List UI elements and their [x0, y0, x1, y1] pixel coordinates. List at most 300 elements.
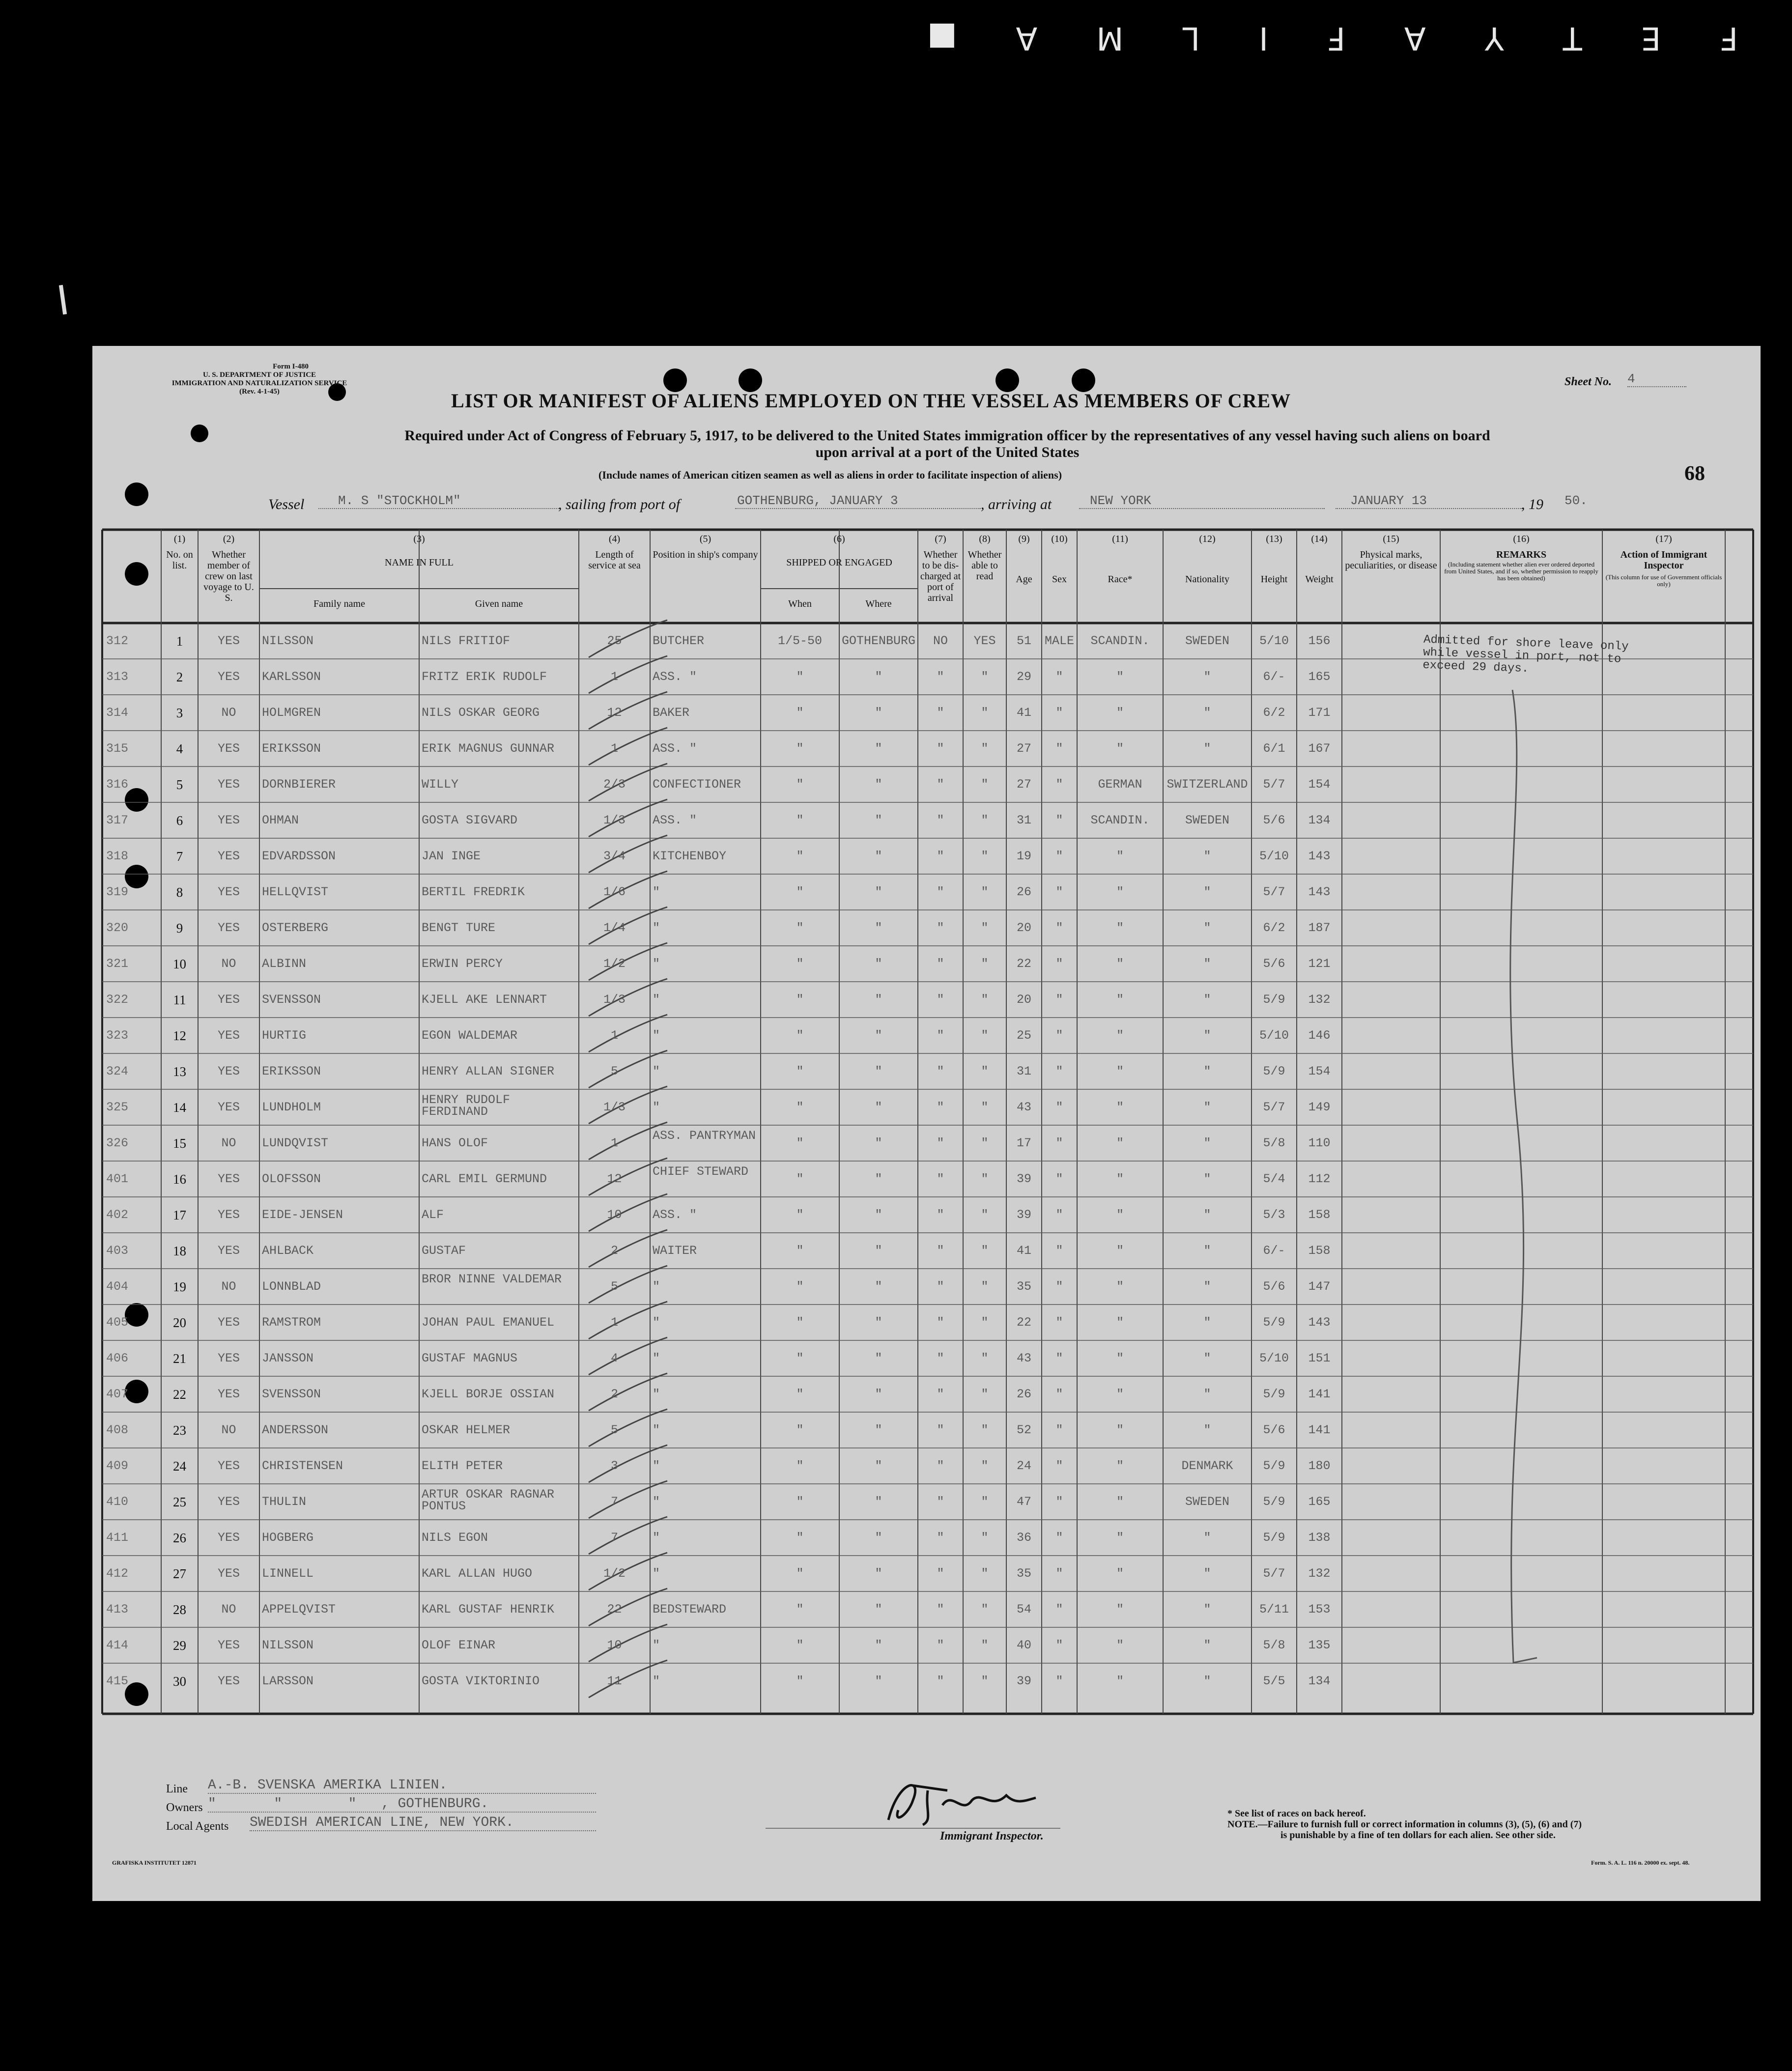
row-reference-number: 406: [106, 1351, 129, 1365]
cell-sex: ": [1055, 1065, 1063, 1078]
cell-sex: ": [1055, 922, 1063, 935]
cell-family-name: EIDE-JENSEN: [262, 1209, 343, 1221]
cell-shipped-when: ": [796, 1460, 804, 1473]
cell-height: 5/10: [1259, 635, 1289, 648]
cell-discharged: ": [937, 886, 944, 899]
row-number: 23: [173, 1423, 186, 1438]
cell-height: 5/6: [1263, 814, 1285, 827]
cell-family-name: SVENSSON: [262, 1388, 321, 1401]
row-reference-number: 320: [106, 921, 129, 935]
cell-age: 25: [1016, 1029, 1031, 1042]
cell-position: ": [653, 958, 660, 970]
row-number: 27: [173, 1566, 186, 1581]
cell-height: 5/9: [1263, 1388, 1285, 1401]
cell-family-name: OHMAN: [262, 814, 299, 827]
cell-sex: ": [1055, 1675, 1063, 1688]
cell-nationality: ": [1203, 850, 1211, 863]
row-number: 19: [173, 1279, 186, 1294]
cell-race: ": [1116, 1603, 1124, 1616]
cell-nationality: ": [1203, 922, 1211, 935]
cell-age: 40: [1016, 1639, 1031, 1652]
cell-weight: 143: [1308, 886, 1331, 899]
film-strip-letter: A: [1016, 20, 1038, 56]
cell-weight: 165: [1308, 671, 1331, 683]
column-header-position-number: (5): [699, 534, 711, 544]
cell-given-name: KARL ALLAN HUGO: [422, 1567, 533, 1580]
column-header-where: Where: [865, 598, 892, 609]
cell-family-name: JANSSON: [262, 1352, 314, 1365]
column-header-length-service-number: (4): [608, 534, 621, 544]
cell-sex: ": [1055, 1137, 1063, 1150]
cell-length-of-service: 12: [607, 1173, 622, 1186]
fine-note-line-1: NOTE.—Failure to furnish full or correct information in columns (3), (5), (6) and (7): [1227, 1819, 1582, 1830]
cell-shipped-where: ": [875, 886, 882, 899]
cell-weight: 165: [1308, 1496, 1331, 1508]
cell-length-of-service: 10: [607, 1639, 622, 1652]
cell-discharged: ": [937, 707, 944, 719]
cell-crew-last-voyage: YES: [217, 742, 240, 755]
cell-shipped-when: ": [796, 1209, 804, 1221]
cell-sex: ": [1055, 850, 1063, 863]
cell-age: 20: [1016, 993, 1031, 1006]
cell-length-of-service: 1/2: [603, 958, 626, 970]
agents-value: SWEDISH AMERICAN LINE, NEW YORK.: [250, 1815, 596, 1831]
cell-length-of-service: 11: [607, 1675, 622, 1688]
film-strip-letter: E: [1641, 20, 1661, 56]
cell-race: ": [1116, 1352, 1124, 1365]
cell-discharged: ": [937, 1424, 944, 1437]
cell-shipped-when: ": [796, 1496, 804, 1508]
cell-nationality: ": [1203, 1137, 1211, 1150]
cell-race: ": [1116, 1209, 1124, 1221]
column-header-number-number: (1): [173, 534, 186, 544]
cell-nationality: SWEDEN: [1185, 814, 1229, 827]
cell-height: 5/8: [1263, 1639, 1285, 1652]
cell-weight: 138: [1308, 1532, 1331, 1544]
arriving-label: , arriving at: [981, 496, 1052, 512]
cell-family-name: KARLSSON: [262, 671, 321, 683]
row-reference-number: 314: [106, 706, 129, 720]
cell-shipped-when: ": [796, 1675, 804, 1688]
cell-shipped-where: ": [875, 707, 882, 719]
cell-nationality: ": [1203, 1639, 1211, 1652]
cell-given-name: KJELL BORJE OSSIAN: [422, 1388, 555, 1401]
cell-crew-last-voyage: YES: [217, 1639, 240, 1652]
cell-discharged: ": [937, 1567, 944, 1580]
column-header-position: Position in ship's company: [653, 549, 758, 560]
cell-given-name: BERTIL FREDRIK: [422, 886, 525, 899]
cell-shipped-when: ": [796, 742, 804, 755]
row-number: 17: [173, 1208, 186, 1222]
row-number: 7: [176, 849, 183, 864]
cell-weight: 110: [1308, 1137, 1331, 1150]
cell-height: 6/1: [1263, 742, 1285, 755]
cell-sex: ": [1055, 993, 1063, 1006]
cell-position: ": [653, 1352, 660, 1365]
arriving-at: NEW YORK: [1090, 493, 1151, 508]
cell-nationality: ": [1203, 1101, 1211, 1114]
cell-nationality: ": [1203, 1209, 1211, 1221]
cell-crew-last-voyage: YES: [217, 1532, 240, 1544]
fine-note-line-2: is punishable by a fine of ten dollars for each alien. See other side.: [1280, 1830, 1556, 1841]
cell-age: 41: [1016, 707, 1031, 719]
row-number: 11: [173, 993, 186, 1007]
cell-race: ": [1116, 1280, 1124, 1293]
column-header-discharged: Whether to be dis-charged at port of arrival: [920, 549, 961, 603]
cell-given-name: WILLY: [422, 778, 459, 791]
film-edge-mark: [59, 285, 67, 315]
cell-sex: ": [1055, 1567, 1063, 1580]
cell-length-of-service: 1: [610, 671, 618, 683]
cell-length-of-service: 1: [610, 1137, 618, 1150]
cell-weight: 132: [1308, 1567, 1331, 1580]
cell-given-name: ERIK MAGNUS GUNNAR: [422, 742, 555, 755]
cell-length-of-service: 2: [610, 1388, 618, 1401]
cell-shipped-where: ": [875, 671, 882, 683]
cell-race: ": [1116, 1675, 1124, 1688]
cell-age: 52: [1016, 1424, 1031, 1437]
cell-race: ": [1116, 1245, 1124, 1257]
inspector-signature-line: [766, 1828, 1060, 1829]
cell-shipped-where: ": [875, 1137, 882, 1150]
cell-position: ": [653, 1532, 660, 1544]
cell-given-name: HENRY RUDOLF FERDINAND: [422, 1094, 511, 1118]
cell-nationality: ": [1203, 1280, 1211, 1293]
page-number: 68: [1684, 462, 1705, 485]
film-strip-letter: I: [1259, 20, 1268, 56]
cell-able-to-read: ": [981, 1424, 989, 1437]
cell-shipped-where: ": [875, 778, 882, 791]
cell-weight: 151: [1308, 1352, 1331, 1365]
cell-nationality: ": [1203, 1065, 1211, 1078]
cell-crew-last-voyage: NO: [221, 958, 236, 970]
cell-crew-last-voyage: YES: [217, 778, 240, 791]
cell-height: 6/-: [1263, 671, 1285, 683]
cell-able-to-read: ": [981, 1639, 989, 1652]
column-header-race: Race*: [1108, 574, 1133, 585]
cell-age: 36: [1016, 1532, 1031, 1544]
cell-nationality: ": [1203, 671, 1211, 683]
cell-family-name: ERIKSSON: [262, 742, 321, 755]
cell-sex: ": [1055, 1316, 1063, 1329]
cell-height: 5/10: [1259, 1029, 1289, 1042]
cell-age: 35: [1016, 1567, 1031, 1580]
column-header-height-number: (13): [1266, 534, 1282, 544]
cell-able-to-read: ": [981, 1173, 989, 1186]
cell-crew-last-voyage: NO: [221, 707, 236, 719]
row-reference-number: 319: [106, 885, 129, 899]
cell-race: ": [1116, 886, 1124, 899]
row-reference-number: 415: [106, 1674, 129, 1688]
owners-label: Owners: [166, 1801, 203, 1814]
cell-family-name: EDVARDSSON: [262, 850, 336, 863]
cell-position: ": [653, 922, 660, 935]
cell-height: 5/5: [1263, 1675, 1285, 1688]
column-header-shipped-engaged: SHIPPED OR ENGAGED: [786, 557, 892, 568]
column-header-number: No. on list.: [166, 549, 193, 571]
cell-family-name: ANDERSSON: [262, 1424, 329, 1437]
cell-position: ": [653, 886, 660, 899]
row-reference-number: 404: [106, 1279, 129, 1294]
row-number: 15: [173, 1136, 186, 1151]
cell-family-name: LINNELL: [262, 1567, 314, 1580]
remark-ditto-line: [1483, 680, 1542, 1761]
column-header-shipped-number: (6): [833, 534, 845, 544]
cell-family-name: LONNBLAD: [262, 1280, 321, 1293]
cell-position: ": [653, 1496, 660, 1508]
cell-discharged: ": [937, 1280, 944, 1293]
cell-crew-last-voyage: YES: [217, 886, 240, 899]
cell-given-name: NILS OSKAR GEORG: [422, 707, 540, 719]
cell-weight: 158: [1308, 1209, 1331, 1221]
cell-discharged: ": [937, 850, 944, 863]
cell-crew-last-voyage: YES: [217, 1567, 240, 1580]
cell-length-of-service: 2/3: [603, 778, 626, 791]
column-header-remarks: REMARKS: [1496, 549, 1547, 560]
cell-shipped-where: ": [875, 742, 882, 755]
cell-given-name: KARL GUSTAF HENRIK: [422, 1603, 555, 1616]
cell-position: ": [653, 1065, 660, 1078]
cell-family-name: CHRISTENSEN: [262, 1460, 343, 1473]
row-number: 16: [173, 1172, 186, 1187]
cell-able-to-read: ": [981, 671, 989, 683]
cell-race: ": [1116, 958, 1124, 970]
cell-length-of-service: 3/4: [603, 850, 626, 863]
cell-family-name: ERIKSSON: [262, 1065, 321, 1078]
required-line-1: Required under Act of Congress of February 5, 1917, to be delivered to the United States immigration officer by the representatives of any vessel having such aliens on board: [404, 427, 1490, 444]
cell-length-of-service: 1: [610, 742, 618, 755]
cell-height: 5/6: [1263, 958, 1285, 970]
cell-position: ": [653, 1567, 660, 1580]
cell-length-of-service: 7: [610, 1496, 618, 1508]
cell-race: SCANDIN.: [1090, 814, 1150, 827]
cell-crew-last-voyage: YES: [217, 1496, 240, 1508]
cell-able-to-read: ": [981, 993, 989, 1006]
inspector-label: Immigrant Inspector.: [940, 1830, 1044, 1843]
year-prefix: , 19: [1521, 496, 1543, 512]
cell-discharged: ": [937, 671, 944, 683]
cell-position: ASS. ": [653, 671, 697, 683]
cell-discharged: ": [937, 1603, 944, 1616]
cell-shipped-where: ": [875, 1209, 882, 1221]
cell-weight: 180: [1308, 1460, 1331, 1473]
form-revision: (Rev. 4-1-45): [239, 388, 280, 396]
cell-age: 39: [1016, 1675, 1031, 1688]
column-header-weight-number: (14): [1311, 534, 1328, 544]
cell-given-name: CARL EMIL GERMUND: [422, 1173, 547, 1186]
cell-given-name: GUSTAF MAGNUS: [422, 1352, 518, 1365]
cell-given-name: ALF: [422, 1209, 444, 1221]
cell-age: 39: [1016, 1209, 1031, 1221]
cell-given-name: GOSTA SIGVARD: [422, 814, 518, 827]
row-reference-number: 318: [106, 849, 129, 863]
cell-discharged: ": [937, 1675, 944, 1688]
cell-sex: ": [1055, 1388, 1063, 1401]
cell-family-name: OSTERBERG: [262, 922, 329, 935]
cell-age: 47: [1016, 1496, 1031, 1508]
column-header-remarks-sub: (Including statement whether alien ever ordered deported from United States, and if so, whether permission to reapply has been obtained): [1444, 561, 1598, 582]
column-header-weight: Weight: [1305, 574, 1334, 585]
row-reference-number: 402: [106, 1208, 129, 1222]
cell-race: ": [1116, 922, 1124, 935]
cell-weight: 143: [1308, 1316, 1331, 1329]
row-reference-number: 407: [106, 1387, 129, 1401]
cell-race: ": [1116, 1137, 1124, 1150]
cell-discharged: ": [937, 922, 944, 935]
cell-weight: 171: [1308, 707, 1331, 719]
cell-position: ": [653, 1639, 660, 1652]
column-header-able-read-number: (8): [979, 534, 991, 544]
cell-nationality: ": [1203, 1532, 1211, 1544]
service-name: IMMIGRATION AND NATURALIZATION SERVICE: [171, 379, 347, 387]
cell-nationality: ": [1203, 1675, 1211, 1688]
cell-able-to-read: ": [981, 1029, 989, 1042]
department-name: U. S. DEPARTMENT OF JUSTICE: [202, 371, 316, 379]
cell-sex: ": [1055, 1209, 1063, 1221]
cell-height: 5/7: [1263, 886, 1285, 899]
cell-family-name: HOLMGREN: [262, 707, 321, 719]
cell-able-to-read: ": [981, 1280, 989, 1293]
cell-height: 5/10: [1259, 1352, 1289, 1365]
cell-discharged: ": [937, 1209, 944, 1221]
cell-length-of-service: 1: [610, 1316, 618, 1329]
cell-sex: ": [1055, 1532, 1063, 1544]
cell-shipped-when: ": [796, 1567, 804, 1580]
cell-able-to-read: YES: [973, 635, 996, 648]
cell-weight: 141: [1308, 1424, 1331, 1437]
cell-sex: ": [1055, 1603, 1063, 1616]
arrival-date: JANUARY 13: [1350, 493, 1427, 508]
cell-shipped-when: ": [796, 1532, 804, 1544]
cell-given-name: OSKAR HELMER: [422, 1424, 511, 1437]
cell-family-name: THULIN: [262, 1496, 307, 1508]
cell-given-name: HENRY ALLAN SIGNER: [422, 1065, 555, 1078]
cell-family-name: AHLBACK: [262, 1245, 314, 1257]
cell-sex: ": [1055, 1173, 1063, 1186]
cell-shipped-when: ": [796, 1280, 804, 1293]
cell-family-name: LUNDQVIST: [262, 1137, 329, 1150]
cell-weight: 134: [1308, 814, 1331, 827]
cell-family-name: HOGBERG: [262, 1532, 314, 1544]
cell-age: 54: [1016, 1603, 1031, 1616]
row-reference-number: 405: [106, 1315, 129, 1330]
cell-discharged: ": [937, 1245, 944, 1257]
cell-family-name: NILSSON: [262, 635, 314, 648]
cell-discharged: ": [937, 958, 944, 970]
film-strip-letter: ■: [927, 20, 957, 56]
cell-family-name: SVENSSON: [262, 993, 321, 1006]
cell-height: 6/2: [1263, 922, 1285, 935]
column-header-name-in-full: NAME IN FULL: [385, 557, 454, 568]
cell-length-of-service: 4: [610, 1352, 618, 1365]
cell-shipped-when: ": [796, 1639, 804, 1652]
cell-race: ": [1116, 1388, 1124, 1401]
cell-race: ": [1116, 1316, 1124, 1329]
cell-height: 5/3: [1263, 1209, 1285, 1221]
cell-crew-last-voyage: YES: [217, 1460, 240, 1473]
column-header-action: Action of Immigrant Inspector: [1620, 549, 1707, 571]
cell-discharged: ": [937, 1352, 944, 1365]
film-strip-letter: M: [1096, 20, 1124, 56]
cell-shipped-where: ": [875, 1029, 882, 1042]
cell-length-of-service: 2: [610, 1245, 618, 1257]
include-note: (Include names of American citizen seamen as well as aliens in order to facilitate inspection of aliens): [598, 469, 1062, 481]
cell-length-of-service: 25: [607, 635, 622, 648]
cell-discharged: ": [937, 1460, 944, 1473]
cell-age: 29: [1016, 671, 1031, 683]
cell-crew-last-voyage: YES: [217, 1316, 240, 1329]
cell-crew-last-voyage: YES: [217, 922, 240, 935]
cell-race: GERMAN: [1098, 778, 1142, 791]
row-number: 1: [176, 634, 183, 649]
cell-able-to-read: ": [981, 1388, 989, 1401]
cell-discharged: ": [937, 1065, 944, 1078]
owners-value: " " " , GOTHENBURG.: [208, 1796, 596, 1813]
cell-crew-last-voyage: NO: [221, 1280, 236, 1293]
cell-height: 5/7: [1263, 1101, 1285, 1114]
cell-discharged: ": [937, 1316, 944, 1329]
cell-shipped-where: ": [875, 1065, 882, 1078]
row-reference-number: 315: [106, 741, 129, 756]
cell-crew-last-voyage: YES: [217, 993, 240, 1006]
cell-length-of-service: 1/3: [603, 1101, 626, 1114]
cell-shipped-where: ": [875, 814, 882, 827]
cell-given-name: KJELL AKE LENNART: [422, 993, 547, 1006]
cell-given-name: GUSTAF: [422, 1245, 466, 1257]
column-header-nationality: Nationality: [1185, 574, 1229, 585]
cell-shipped-where: ": [875, 1532, 882, 1544]
cell-length-of-service: 3: [610, 1460, 618, 1473]
column-header-family-name: Family name: [313, 598, 365, 609]
cell-weight: 141: [1308, 1388, 1331, 1401]
sailing-from: GOTHENBURG, JANUARY 3: [737, 493, 898, 508]
cell-height: 6/-: [1263, 1245, 1285, 1257]
cell-crew-last-voyage: YES: [217, 1675, 240, 1688]
sheet-label: Sheet No.: [1564, 375, 1612, 388]
sheet-number: 4: [1627, 371, 1686, 387]
cell-able-to-read: ": [981, 1352, 989, 1365]
row-number: 10: [173, 957, 186, 971]
cell-shipped-where: ": [875, 1280, 882, 1293]
cell-sex: ": [1055, 814, 1063, 827]
cell-sex: ": [1055, 1029, 1063, 1042]
cell-able-to-read: ": [981, 1101, 989, 1114]
cell-crew-last-voyage: YES: [217, 671, 240, 683]
cell-crew-last-voyage: YES: [217, 1209, 240, 1221]
cell-length-of-service: 1/2: [603, 1567, 626, 1580]
cell-race: ": [1116, 1460, 1124, 1473]
cell-race: ": [1116, 1029, 1124, 1042]
cell-weight: 153: [1308, 1603, 1331, 1616]
cell-discharged: ": [937, 1388, 944, 1401]
cell-height: 5/7: [1263, 1567, 1285, 1580]
cell-discharged: ": [937, 993, 944, 1006]
cell-shipped-when: ": [796, 922, 804, 935]
cell-age: 41: [1016, 1245, 1031, 1257]
cell-sex: ": [1055, 1245, 1063, 1257]
cell-position: ASS. ": [653, 814, 697, 827]
row-reference-number: 414: [106, 1638, 129, 1652]
cell-sex: ": [1055, 958, 1063, 970]
cell-family-name: LUNDHOLM: [262, 1101, 321, 1114]
cell-family-name: HURTIG: [262, 1029, 307, 1042]
race-note: * See list of races on back hereof.: [1227, 1808, 1366, 1819]
row-number: 26: [173, 1531, 186, 1545]
cell-crew-last-voyage: NO: [221, 1424, 236, 1437]
cell-nationality: SWEDEN: [1185, 1496, 1229, 1508]
cell-able-to-read: ": [981, 814, 989, 827]
cell-able-to-read: ": [981, 958, 989, 970]
